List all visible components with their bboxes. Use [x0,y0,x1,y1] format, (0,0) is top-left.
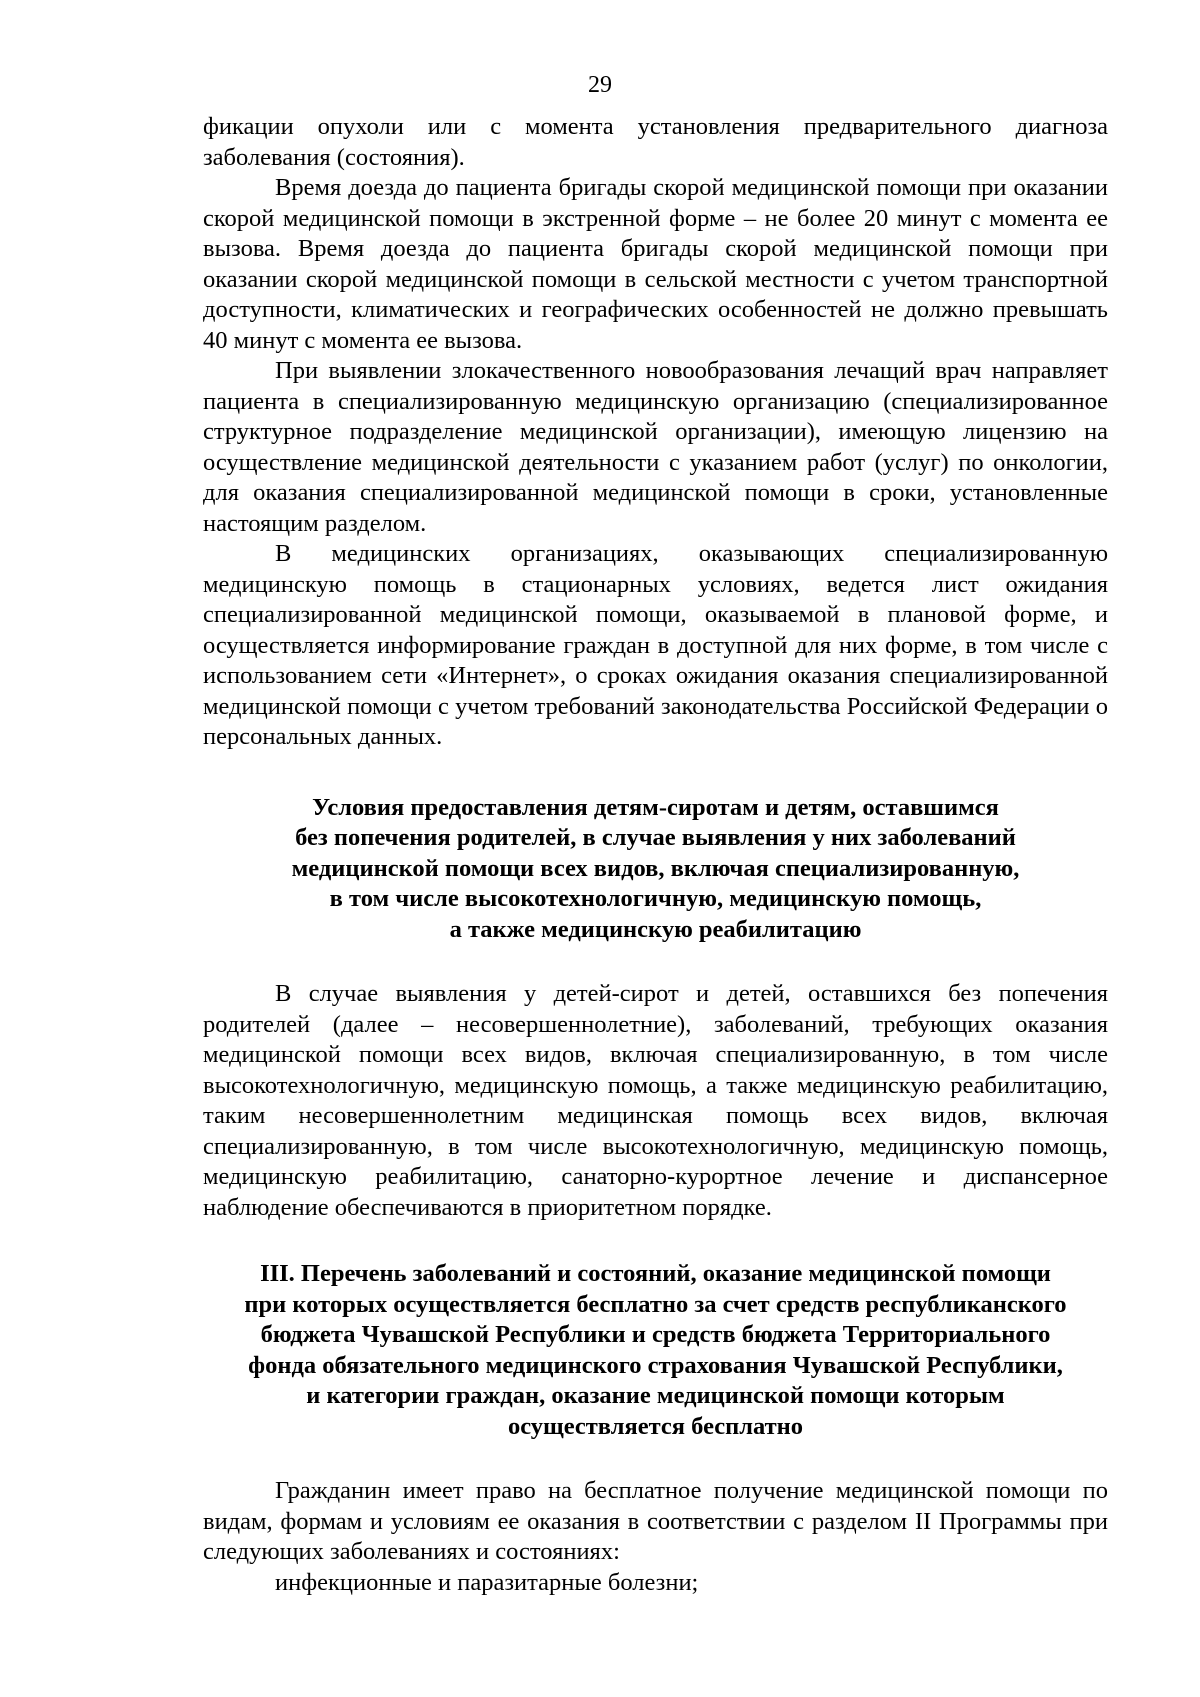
heading-line: бюджета Чувашской Республики и средств бюджета Территориального [260,1321,1051,1348]
list-item-infectious-diseases: инфекционные и паразитарные болезни; [275,1568,699,1596]
paragraph-waiting-list: В медицинских организациях, оказывающих специализированную медицинскую помощь в стационарных условиях, ведется лист ожидания специализированной медицинской помощи, оказываемой в плановой форме, и осуществляется информирование граждан в доступной для них форме, в том числе с использованием сети «Интернет», о сроках ожидания оказания специализированной медицинской помощи с учетом требований законодательства Российской Федерации о персональных данных. [203,540,1108,750]
heading-line: Условия предоставления детям-сиротам и детям, оставшимся [312,793,999,821]
section-heading-orphans [246,793,1066,946]
paragraph-ambulance-time: Время доезда до пациента бригады скорой медицинской помощи при оказании скорой медицинской помощи в экстренной форме – не более 20 минут с момента ее вызова. Время доезда до пациента бригады скорой медицинской помощи при оказании скорой медицинской помощи в сельской местности с учетом транспортной доступности, климатических и географических особенностей не должно превышать 40 минут с момента ее вызова. [203,174,1108,354]
paragraph-tumor-verification: фикации опухоли или с момента установления предварительного диагноза заболевания (состояния). [203,113,1108,171]
heading-line: и категории граждан, оказание медицинской помощи которым [306,1382,1005,1409]
paragraph-oncology-referral: При выявлении злокачественного новообразования лечащий врач направляет пациента в специализированную медицинскую организацию (специализированное структурное подразделение медицинской организации), имеющую лицензию на осуществление медицинской деятельности с указанием работ (услуг) по онкологии, для оказания специализированной медицинской помощи в сроки, установленные настоящим разделом. [203,357,1108,537]
paragraph-orphans-priority: В случае выявления у детей-сирот и детей, оставшихся без попечения родителей (далее – несовершеннолетние), заболеваний, требующих оказания медицинской помощи всех видов, включая специализированную, в том числе высокотехнологичную, медицинскую помощь, а также медицинскую реабилитацию, таким несовершеннолетним медицинская помощь всех видов, включая специализированную, в том числе высокотехнологичную, медицинскую помощь, медицинскую реабилитацию, санаторно-курортное лечение и диспансерное наблюдение обеспечиваются в приоритетном порядке. [203,980,1108,1221]
page-number: 29 [588,72,612,98]
document-body [203,112,1108,1598]
heading-line: III. Перечень заболеваний и состояний, оказание медицинской помощи [260,1260,1051,1287]
heading-line: в том числе высокотехнологичную, медицинскую помощь, [329,885,982,912]
heading-line: осуществляется бесплатно [507,1412,804,1440]
heading-line: при которых осуществляется бесплатно за счет средств республиканского [244,1290,1067,1318]
heading-line: без попечения родителей, в случае выявления у них заболеваний [295,824,1016,851]
section-heading-iii [203,1259,1108,1442]
heading-line: фонда обязательного медицинского страхования Чувашской Республики, [248,1351,1063,1379]
heading-line: медицинской помощи всех видов, включая специализированную, [291,854,1020,882]
heading-line: а также медицинскую реабилитацию [449,915,862,943]
paragraph-citizen-rights: Гражданин имеет право на бесплатное получение медицинской помощи по видам, формам и условиям ее оказания в соответствии с разделом II Программы при следующих заболеваниях и состояниях: [203,1477,1108,1565]
